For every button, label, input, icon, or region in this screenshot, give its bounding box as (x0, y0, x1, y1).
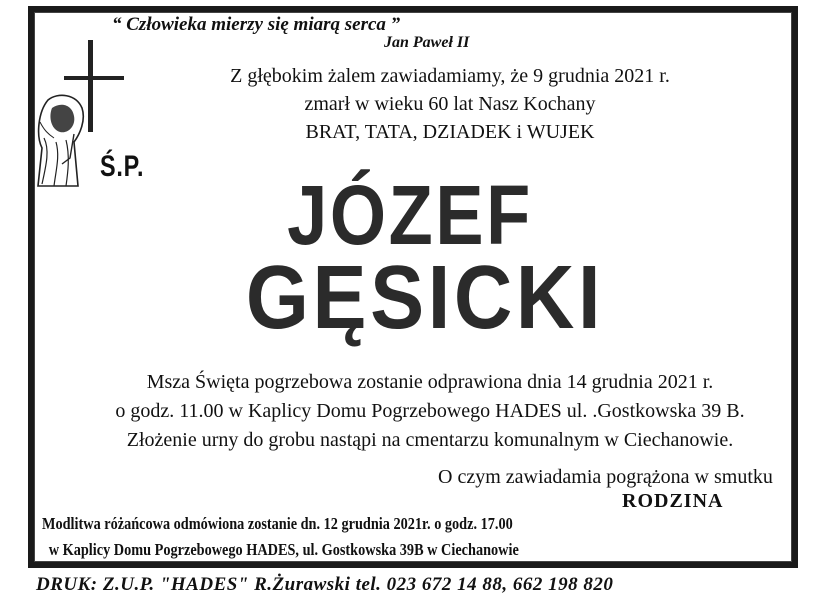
quote-author: Jan Paweł II (384, 34, 470, 51)
funeral-line-3: Złożenie urny do grobu nastąpi na cmentarzu komunalnym w Ciechanowie. (126, 429, 734, 451)
intro-line-2: zmarł w wieku 60 lat Nasz Kochany (304, 93, 596, 115)
funeral-details (60, 368, 800, 455)
deceased-last-name: GĘSICKI (245, 248, 605, 348)
sp-label: Ś.P. (100, 150, 145, 183)
rosary-line-2: w Kaplicy Domu Pogrzebowego HADES, ul. Gostkowska 39B w Ciechanowie (48, 540, 519, 559)
quote-text: “ Człowieka mierzy się miarą serca ” (112, 14, 401, 35)
intro-line-3: BRAT, TATA, DZIADEK i WUJEK (305, 121, 595, 143)
rosary-line-1: Modlitwa różańcowa odmówiona zostanie dn. 12 grudnia 2021r. o godz. 17.00 (42, 514, 513, 533)
intro-line-1: Z głębokim żalem zawiadamiamy, że 9 grudnia 2021 r. (230, 65, 670, 87)
printer-footer: DRUK: Z.U.P. "HADES" R.Żurawski tel. 023 672 14 88, 662 198 820 (36, 574, 614, 595)
announcement-intro (170, 62, 730, 146)
funeral-line-2: o godz. 11.00 w Kaplicy Domu Pogrzebowego HADES ul. .Gostkowska 39 B. (115, 400, 745, 422)
deceased-first-name: JÓZEF (287, 168, 533, 262)
rosary-notice (42, 511, 519, 563)
closing-notice: O czym zawiadamia pogrążona w smutku (438, 466, 773, 488)
family-signature: RODZINA (622, 490, 724, 512)
funeral-line-1: Msza Święta pogrzebowa zostanie odprawiona dnia 14 grudnia 2021 r. (146, 371, 714, 393)
